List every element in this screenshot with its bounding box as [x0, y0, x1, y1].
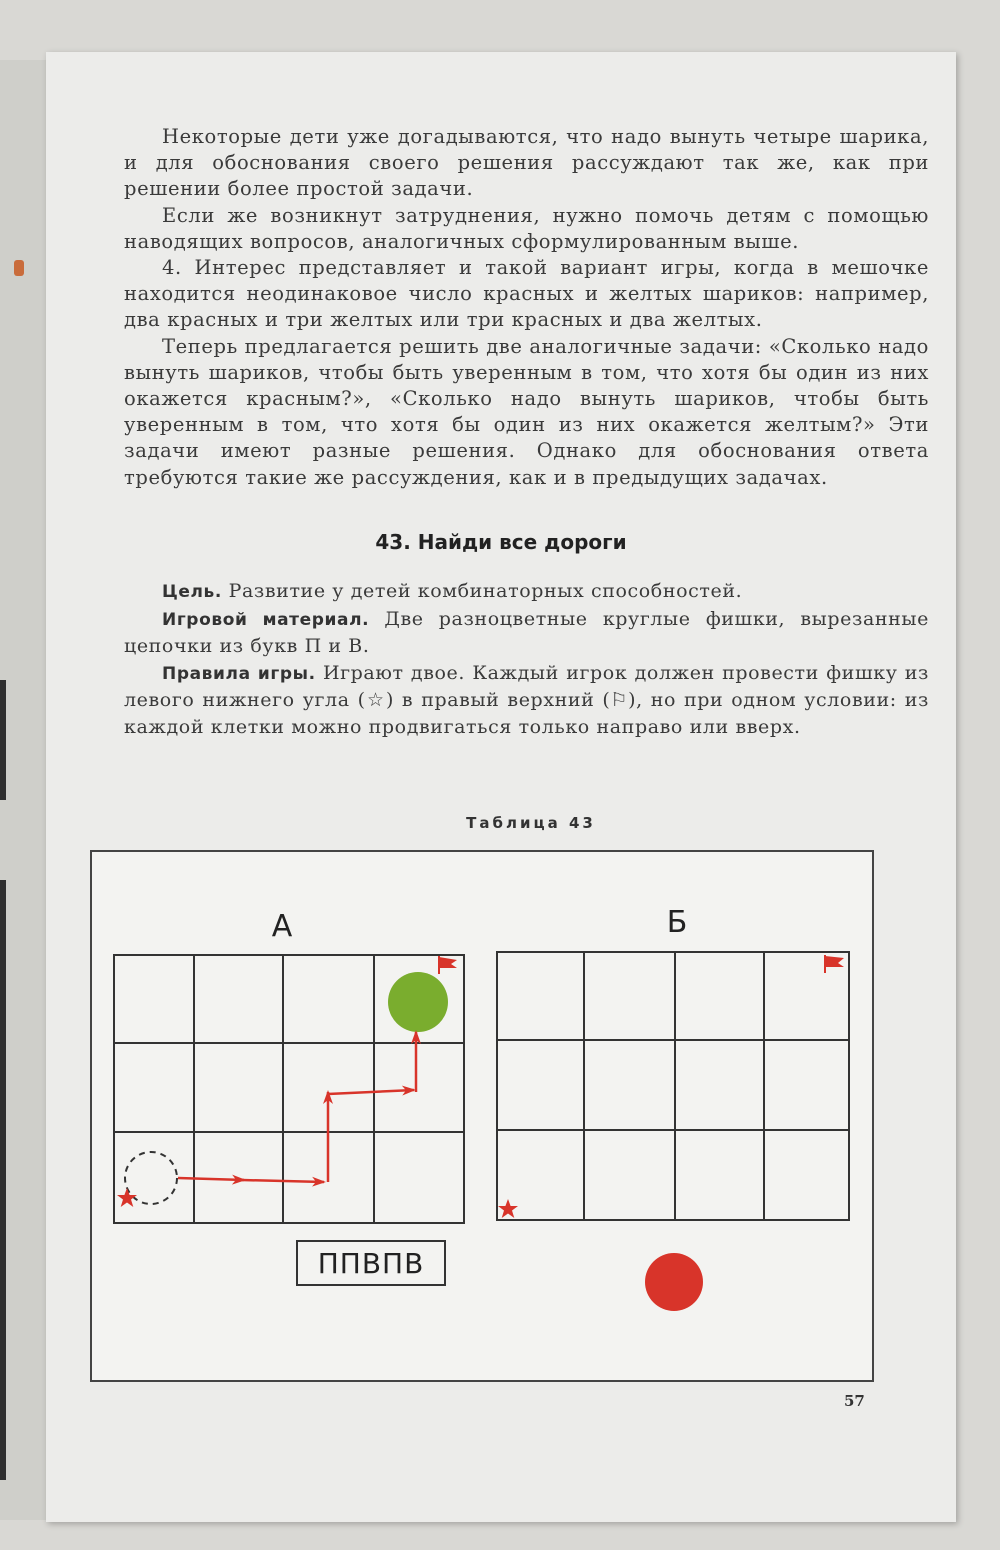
material-line: [124, 606, 929, 660]
facing-page-mark: [14, 260, 24, 276]
paragraph: Если же возникнут затруднения, нужно помочь детям с помощью наводящих вопросов, аналогичных сформулированным выше.: [124, 203, 929, 253]
goal-label: Цель.: [162, 582, 222, 602]
rules-text: ), но при одном условии: из каждой клетки можно продвигаться только направо или вверх.: [124, 689, 929, 738]
facing-page-border: [0, 880, 6, 1480]
material-label: Игровой материал.: [162, 609, 370, 630]
flag-icon: ⚐: [610, 689, 629, 711]
paragraph: Теперь предлагается решить две аналогичные задачи: «Сколько надо вынуть шариков, чтобы быть уверенным в том, что хотя бы один из них окажется красным?», «Сколько надо вынуть шариков, чтобы быть уверенным в том, что хотя бы один из них окажется желтым?» Эти задачи имеют разные решения. Однако для обоснования ответа требуются такие же рассуждения, как и в предыдущих задачах.: [124, 334, 929, 489]
book-page: [46, 52, 956, 1522]
star-icon: [498, 1199, 518, 1218]
red-chip: [645, 1253, 703, 1311]
facing-page-edge: [0, 60, 48, 1520]
grid-a-label: А: [271, 909, 293, 944]
game-description: [124, 578, 929, 740]
paragraph: 4. Интерес представляет и такой вариант игры, когда в мешочке находится неодинаковое число красных и желтых шариков: например, два красных и три желтых или три красных и два желтых.: [124, 256, 929, 332]
rules-label: Правила игры.: [162, 663, 316, 684]
table-figure: [90, 850, 874, 1382]
goal-line: [124, 578, 929, 606]
path-arrow-right: [242, 1180, 324, 1182]
facing-page-border: [0, 680, 6, 800]
star-icon: ☆: [365, 689, 386, 711]
grid-b-label: Б: [666, 905, 688, 940]
page-number: 57: [844, 1392, 865, 1410]
section-title: 43. Найди все дороги: [375, 530, 627, 554]
rules-text: Играют двое. Каждый игрок должен провести фишку из левого нижнего угла (: [124, 661, 929, 711]
grid-b: [497, 952, 849, 1220]
grid-b-frame: [497, 952, 849, 1220]
rules-line: [124, 660, 929, 741]
table-illustration: [92, 852, 872, 1380]
path-arrow-right: [178, 1178, 244, 1180]
table-caption: Таблица 43: [466, 814, 596, 832]
path-arrows: [178, 1032, 416, 1182]
body-text: [124, 124, 929, 491]
path-arrow-right: [328, 1090, 414, 1094]
paragraph: Некоторые дети уже догадываются, что надо вынуть четыре шарика, и для обоснования своего решения рассуждают так же, как при решении более простой задачи.: [124, 125, 929, 201]
material-text: Две разноцветные круглые фишки, вырезанные цепочки из букв П и В.: [124, 607, 929, 657]
goal-text: Развитие у детей комбинаторных способностей.: [221, 580, 743, 602]
finish-flag-icon: [439, 956, 457, 974]
green-chip: [388, 972, 448, 1032]
rules-text: ) в правый верхний (: [385, 689, 611, 711]
path-card-text: ППВПВ: [317, 1247, 425, 1280]
finish-flag-icon: [825, 955, 844, 973]
